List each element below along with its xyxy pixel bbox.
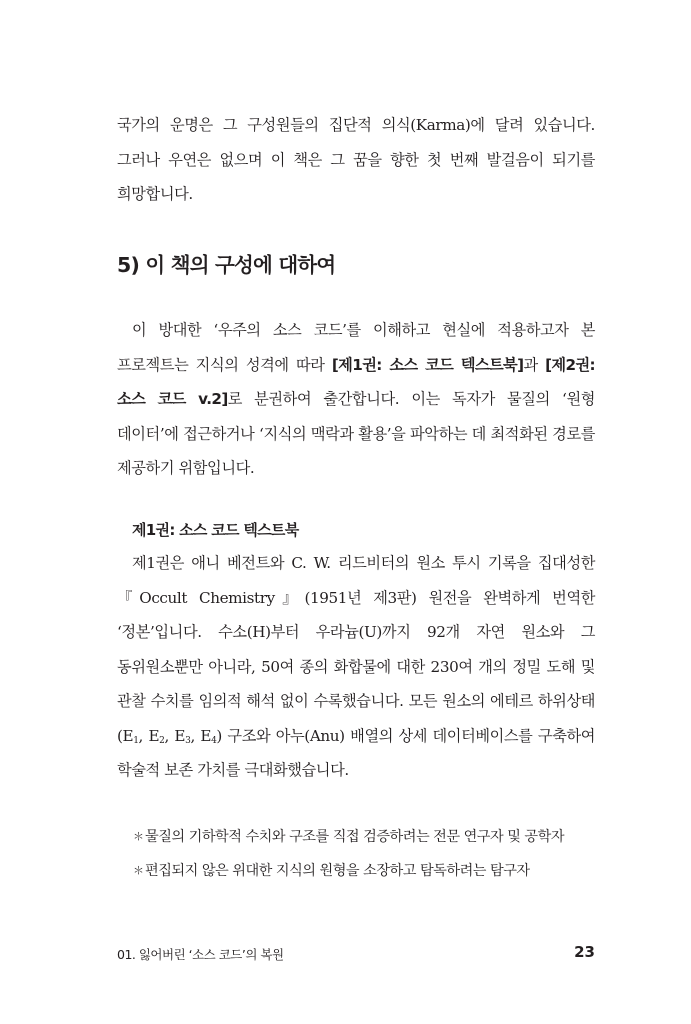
subscript-sep-3: , E [190,726,212,745]
asterisk-bullet-icon: ＊ [133,864,144,877]
subscript-sep-1: , E [138,726,160,745]
asterisk-bullet-icon: ＊ [133,830,144,843]
page-number: 23 [574,943,595,961]
subscript-3: 3 [185,735,191,746]
volume1-text-b: ) 구조와 아누(Anu) 배열의 상세 데이터베이스를 구축하여 학술적 보존 가치를 극대화했습니다. [117,726,596,779]
volume1-text-a: 제1권은 애니 베전트와 C. W. 리드비터의 원소 투시 기록을 집대성한 『Occult Chemistry』(1951년 제3판) 원전을 완벽하게 번역한 ‘정본’입니다. 수소(H)부터 우라늄(U)까지 92개 자연 원소와 그 동위원소뿐만 아니라, 50여 종의 화합물에 대한 230여 개의 정밀 도해 및 관찰 수치를 임의적 해석 없이 수록했습니다. 모든 원소의 에테르 하위상태(E [117,554,595,745]
volume1-title-bold: [제1권: 소스 코드 텍스트북] [331,355,524,374]
list-item-text: 물질의 기하학적 수치와 구조를 직접 검증하려는 전문 연구자 및 공학자 [145,829,565,845]
list-item-text: 편집되지 않은 위대한 지식의 원형을 소장하고 탐독하려는 탐구자 [145,863,530,879]
intro-paragraph: 국가의 운명은 그 구성원들의 집단적 의식(Karma)에 달려 있습니다. 그러나 우연은 없으며 이 책은 그 꿈을 향한 첫 번째 발걸음이 되기를 희망합니다. [117,116,595,203]
list-item [133,854,603,888]
volume1-heading: 제1권: 소스 코드 텍스트북 [132,521,299,539]
subscript-4: 4 [211,735,217,746]
structure-text-2: 과 [523,355,546,374]
section-heading: 5) 이 책의 구성에 대하여 [117,253,336,277]
subscript-1: 1 [133,735,139,746]
subscript-2: 2 [159,735,165,746]
volume1-paragraph [117,546,595,788]
subscript-sep-2: , E [164,726,186,745]
structure-text-3: 로 분권하여 출간합니다. 이는 독자가 물질의 ‘원형 데이터’에 접근하거나 ‘지식의 맥락과 활용’을 파악하는 데 최적화된 경로를 제공하기 위함입니다. [117,390,595,477]
structure-text-1: 이 방대한 ‘우주의 소스 코드’를 이해하고 현실에 적용하고자 본 프로젝트는 지식의 성격에 따라 [117,321,595,374]
volume2-title-bold: [제2권: 소스 코드 v.2] [117,355,595,408]
structure-paragraph [117,313,595,486]
audience-list [133,820,603,888]
running-footer-chapter: 01. 잃어버린 ‘소스 코드’의 복원 [117,947,284,962]
list-item [133,820,603,854]
